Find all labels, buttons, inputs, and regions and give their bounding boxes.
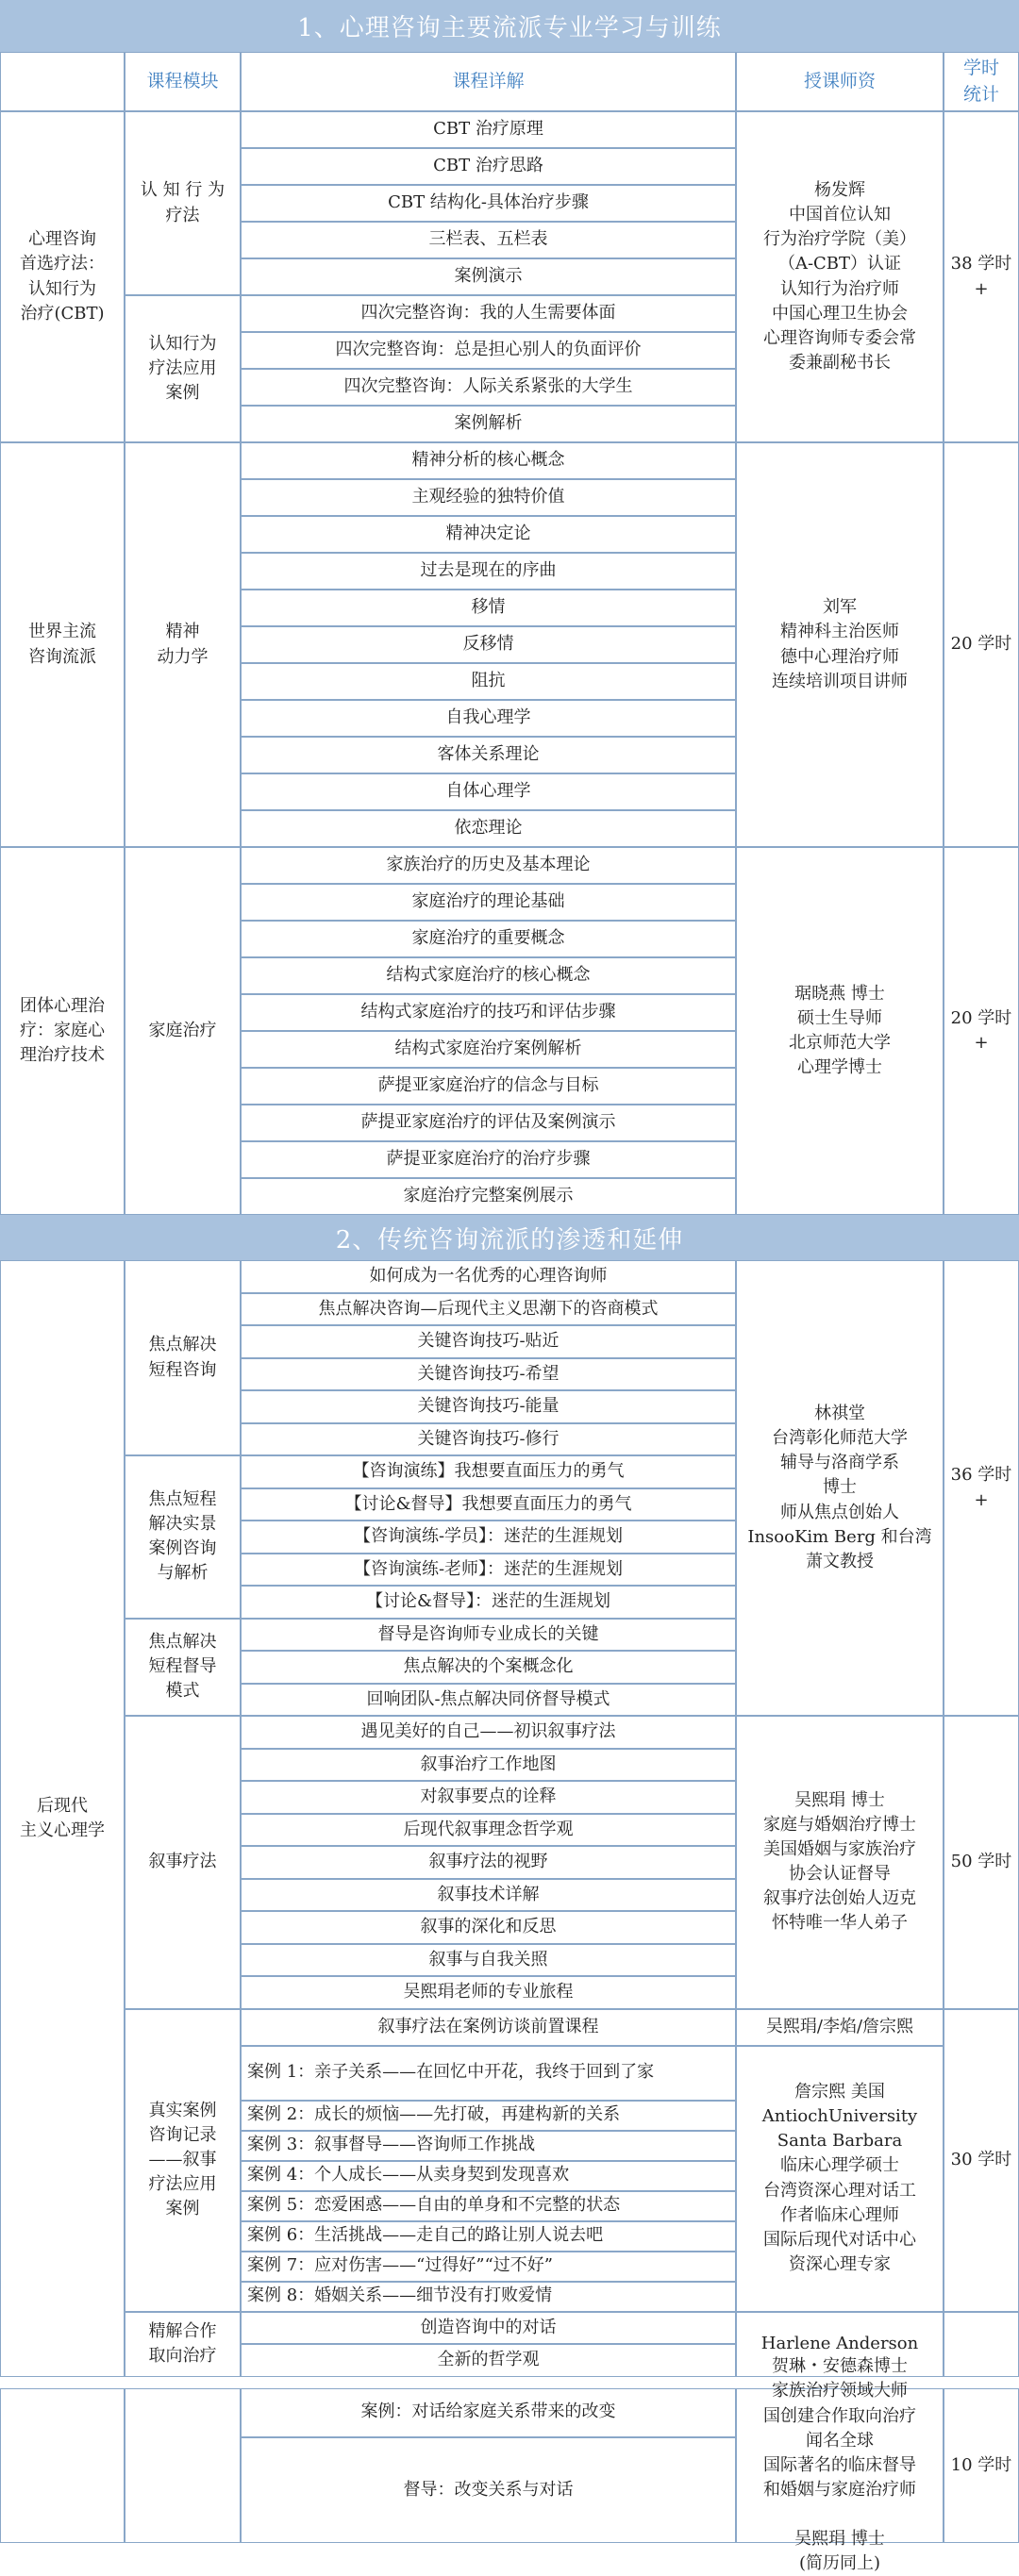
header-hours: 学时 统计: [944, 52, 1019, 111]
detail-item: 案例 1：亲子关系——在回忆中开花，我终于回到了家: [241, 2046, 736, 2101]
header-detail: 课程详解: [241, 52, 736, 111]
module-name: 认 知 行 为 疗法: [125, 111, 241, 295]
teacher-cell: [736, 2356, 944, 2574]
module-name: 焦点解决 短程督导 模式: [125, 1619, 241, 1717]
detail-item: CBT 治疗原理: [241, 111, 736, 148]
teacher-line: 连续培训项目讲师: [772, 671, 908, 691]
teacher-line: 委兼副秘书长: [789, 352, 891, 373]
detail-item: 叙事的深化和反思: [241, 1911, 736, 1944]
teacher-line: 吴熙琄 博士: [794, 1789, 885, 1810]
module-name: 真实案例 咨询记录 ——叙事 疗法应用 案例: [125, 2009, 241, 2312]
teacher-line: 北京师范大学: [789, 1033, 891, 1053]
header-category: [0, 52, 125, 111]
detail-item: 结构式家庭治疗案例解析: [241, 1031, 736, 1068]
detail-item: 自体心理学: [241, 773, 736, 810]
detail-item: 自我心理学: [241, 700, 736, 737]
teacher-line: 林祺堂: [814, 1404, 865, 1424]
teacher-cell: 吴熙琄/李焰/詹宗熙: [736, 2009, 944, 2046]
hours-cell: 38 学时+: [944, 111, 1019, 442]
detail-item: 案例 4：个人成长——从卖身契到发现喜欢: [241, 2161, 736, 2191]
teacher-line: 博士: [823, 1477, 857, 1498]
header-teacher: 授课师资: [736, 52, 944, 111]
teacher-line: (简历同上): [798, 2553, 881, 2574]
teacher-line: 作者临床心理师: [780, 2204, 899, 2225]
module-name: 叙事疗法: [125, 1716, 241, 2009]
teacher-line: 萧文教授: [806, 1551, 874, 1571]
teacher-cell: [736, 111, 944, 442]
category-name: 团体心理治 疗：家庭心 理治疗技术: [0, 847, 125, 1215]
teacher-line: 国际著名的临床督导: [763, 2454, 916, 2475]
teacher-cell: [736, 442, 944, 847]
teacher-line: 中国心理卫生协会: [772, 303, 908, 324]
detail-item: 萨提亚家庭治疗的治疗步骤: [241, 1141, 736, 1178]
detail-item: 对叙事要点的诠释: [241, 1781, 736, 1814]
detail-item: 焦点解决的个案概念化: [241, 1651, 736, 1684]
teacher-line: 刘军: [823, 597, 857, 618]
detail-item: 叙事治疗工作地图: [241, 1749, 736, 1782]
detail-item: 案例 3：叙事督导——咨询师工作挑战: [241, 2131, 736, 2161]
detail-item: 后现代叙事理念哲学观: [241, 1814, 736, 1847]
detail-item: 精神分析的核心概念: [241, 442, 736, 479]
teacher-line: 硕士生导师: [797, 1007, 882, 1028]
detail-item: 案例 5：恋爱困惑——自由的单身和不完整的状态: [241, 2191, 736, 2221]
teacher-line: 师从焦点创始人: [780, 1502, 899, 1522]
hours-cell: 20 学时: [944, 442, 1019, 847]
detail-item: 四次完整咨询：总是担心别人的负面评价: [241, 332, 736, 369]
detail-item: 督导是咨询师专业成长的关键: [241, 1619, 736, 1652]
hours-cell: 30 学时: [944, 2009, 1019, 2312]
teacher-line: 怀特唯一华人弟子: [772, 1913, 908, 1934]
teacher-line: 和婚姻与家庭治疗师: [763, 2479, 916, 2500]
detail-item: 案例 8：婚姻关系——细节没有打败爱情: [241, 2282, 736, 2312]
detail-item: 【咨询演练-学员】：迷茫的生涯规划: [241, 1521, 736, 1554]
module-name: 精神 动力学: [125, 442, 241, 847]
detail-item: 家庭治疗完整案例展示: [241, 1178, 736, 1215]
teacher-line: 精神科主治医师: [780, 622, 899, 642]
detail-item: 反移情: [241, 626, 736, 663]
detail-item: 阻抗: [241, 663, 736, 700]
detail-item: 结构式家庭治疗的核心概念: [241, 957, 736, 994]
hours-cell: 20 学时+: [944, 847, 1019, 1215]
detail-item: CBT 治疗思路: [241, 148, 736, 185]
module-name: 焦点短程 解决实景 案例咨询 与解析: [125, 1455, 241, 1619]
module-name: [125, 2388, 241, 2544]
module-name: 焦点解决 短程咨询: [125, 1260, 241, 1455]
teacher-line: 詹宗熙 美国: [794, 2082, 885, 2102]
detail-item: 主观经验的独特价值: [241, 479, 736, 516]
detail-item: 遇见美好的自己——初识叙事疗法: [241, 1716, 736, 1749]
module-name: 家庭治疗: [125, 847, 241, 1215]
category-name: [0, 2388, 125, 2544]
detail-item: 关键咨询技巧-贴近: [241, 1325, 736, 1358]
detail-item: 精神决定论: [241, 516, 736, 553]
teacher-line: （A-CBT）认证: [777, 254, 902, 274]
category-name: 世界主流 咨询流派: [0, 442, 125, 847]
teacher-line: 辅导与洛商学系: [780, 1453, 899, 1473]
detail-item: 【讨论&督导】我想要直面压力的勇气: [241, 1488, 736, 1521]
teacher-line: Santa Barbara: [777, 2131, 903, 2152]
detail-item: 案例 7：应对伤害——“过得好”“过不好”: [241, 2252, 736, 2282]
teacher-line: 资深心理专家: [789, 2253, 891, 2274]
detail-item: 回响团队-焦点解决同侪督导模式: [241, 1684, 736, 1717]
teacher-line: 家族治疗领域大师: [772, 2381, 908, 2401]
teacher-cell: [736, 847, 944, 1215]
teacher-line: [837, 2502, 843, 2527]
teacher-line: InsooKim Berg 和台湾: [747, 1526, 932, 1547]
detail-item: 案例 6：生活挑战——走自己的路让别人说去吧: [241, 2221, 736, 2252]
detail-item: 焦点解决咨询—后现代主义思潮下的咨商模式: [241, 1293, 736, 1326]
detail-item: 如何成为一名优秀的心理咨询师: [241, 1260, 736, 1293]
teacher-line: 吴熙琄 博士: [794, 2528, 885, 2549]
teacher-line: 国际后现代对话中心: [763, 2229, 916, 2250]
section-1-title: 1、心理咨询主要流派专业学习与训练: [0, 0, 1019, 52]
module-name: 精解合作 取向治疗: [125, 2312, 241, 2377]
category-name: 后现代 主义心理学: [0, 1260, 125, 2377]
detail-item: 督导：改变关系与对话: [241, 2437, 736, 2544]
teacher-line: 行为治疗学院（美）: [763, 229, 916, 250]
hours-cell: 10 学时: [944, 2388, 1019, 2544]
teacher-cell: [736, 1716, 944, 2009]
detail-item: 【讨论&督导】：迷茫的生涯规划: [241, 1586, 736, 1619]
detail-item: 案例解析: [241, 406, 736, 442]
detail-item: 过去是现在的序曲: [241, 553, 736, 590]
teacher-line: 美国婚姻与家族治疗: [763, 1839, 916, 1860]
teacher-line: 临床心理学硕士: [780, 2155, 899, 2176]
detail-item: 结构式家庭治疗的技巧和评估步骤: [241, 994, 736, 1031]
section-2-title: 2、传统咨询流派的渗透和延伸: [0, 1215, 1019, 1260]
teacher-line: 国创建合作取向治疗: [763, 2405, 916, 2426]
teacher-line: AntiochUniversity: [761, 2106, 918, 2127]
teacher-line: 认知行为治疗师: [780, 278, 899, 299]
detail-item: 创造咨询中的对话: [241, 2312, 736, 2345]
detail-item: 关键咨询技巧-希望: [241, 1358, 736, 1391]
teacher-line: 闻名全球: [806, 2430, 874, 2451]
teacher-line: 中国首位认知: [789, 205, 891, 225]
detail-item: 四次完整咨询：人际关系紧张的大学生: [241, 369, 736, 406]
teacher-line: 琚晓燕 博士: [794, 983, 885, 1004]
teacher-line: 心理学博士: [797, 1057, 882, 1078]
teacher-line: 台湾资深心理对话工: [763, 2180, 916, 2201]
detail-item: 三栏表、五栏表: [241, 222, 736, 258]
detail-item: 客体关系理论: [241, 737, 736, 773]
detail-item: 关键咨询技巧-能量: [241, 1390, 736, 1423]
detail-item: 移情: [241, 590, 736, 626]
hours-cell: 36 学时+: [944, 1260, 1019, 1716]
detail-item: 【咨询演练】我想要直面压力的勇气: [241, 1455, 736, 1488]
detail-item: 【咨询演练-老师】：迷茫的生涯规划: [241, 1554, 736, 1587]
header-module: 课程模块: [125, 52, 241, 111]
hours-cell: [944, 2312, 1019, 2377]
category-name: 心理咨询 首选疗法： 认知行为 治疗(CBT): [0, 111, 125, 442]
teacher-line: 杨发辉: [814, 180, 865, 201]
detail-item: 萨提亚家庭治疗的信念与目标: [241, 1068, 736, 1105]
teacher-line: 家庭与婚姻治疗博士: [763, 1815, 916, 1836]
detail-item: 叙事与自我关照: [241, 1944, 736, 1977]
teacher-line: 台湾彰化师范大学: [772, 1428, 908, 1449]
teacher-line: 贺琳・安德森博士: [772, 2356, 908, 2377]
detail-item: 家庭治疗的重要概念: [241, 921, 736, 957]
detail-item: 叙事疗法在案例访谈前置课程: [241, 2009, 736, 2046]
teacher-line: 协会认证督导: [789, 1864, 891, 1885]
teacher-cell: [736, 2046, 944, 2312]
detail-item: 案例演示: [241, 258, 736, 295]
detail-item: 叙事疗法的视野: [241, 1846, 736, 1879]
detail-item: 叙事技术详解: [241, 1879, 736, 1912]
teacher-line: 德中心理治疗师: [780, 646, 899, 667]
detail-item: 案例：对话给家庭关系带来的改变: [241, 2388, 736, 2437]
detail-item: CBT 结构化-具体治疗步骤: [241, 185, 736, 222]
detail-item: 四次完整咨询：我的人生需要体面: [241, 295, 736, 332]
detail-item: 案例 2：成长的烦恼——先打破，再建构新的关系: [241, 2101, 736, 2131]
teacher-line: 心理咨询师专委会常: [763, 327, 916, 348]
teacher-line: 叙事疗法创始人迈克: [763, 1888, 916, 1909]
hours-cell: 50 学时: [944, 1716, 1019, 2009]
detail-item: 萨提亚家庭治疗的评估及案例演示: [241, 1105, 736, 1141]
detail-item: 家族治疗的历史及基本理论: [241, 847, 736, 884]
module-name: 认知行为 疗法应用 案例: [125, 295, 241, 442]
detail-item: 全新的哲学观: [241, 2344, 736, 2377]
detail-item: 家庭治疗的理论基础: [241, 884, 736, 921]
detail-item: 关键咨询技巧-修行: [241, 1423, 736, 1456]
teacher-cell: Harlene Anderson: [736, 2312, 944, 2377]
detail-item: 吴熙琄老师的专业旅程: [241, 1976, 736, 2009]
detail-item: 依恋理论: [241, 810, 736, 847]
teacher-cell: [736, 1260, 944, 1716]
